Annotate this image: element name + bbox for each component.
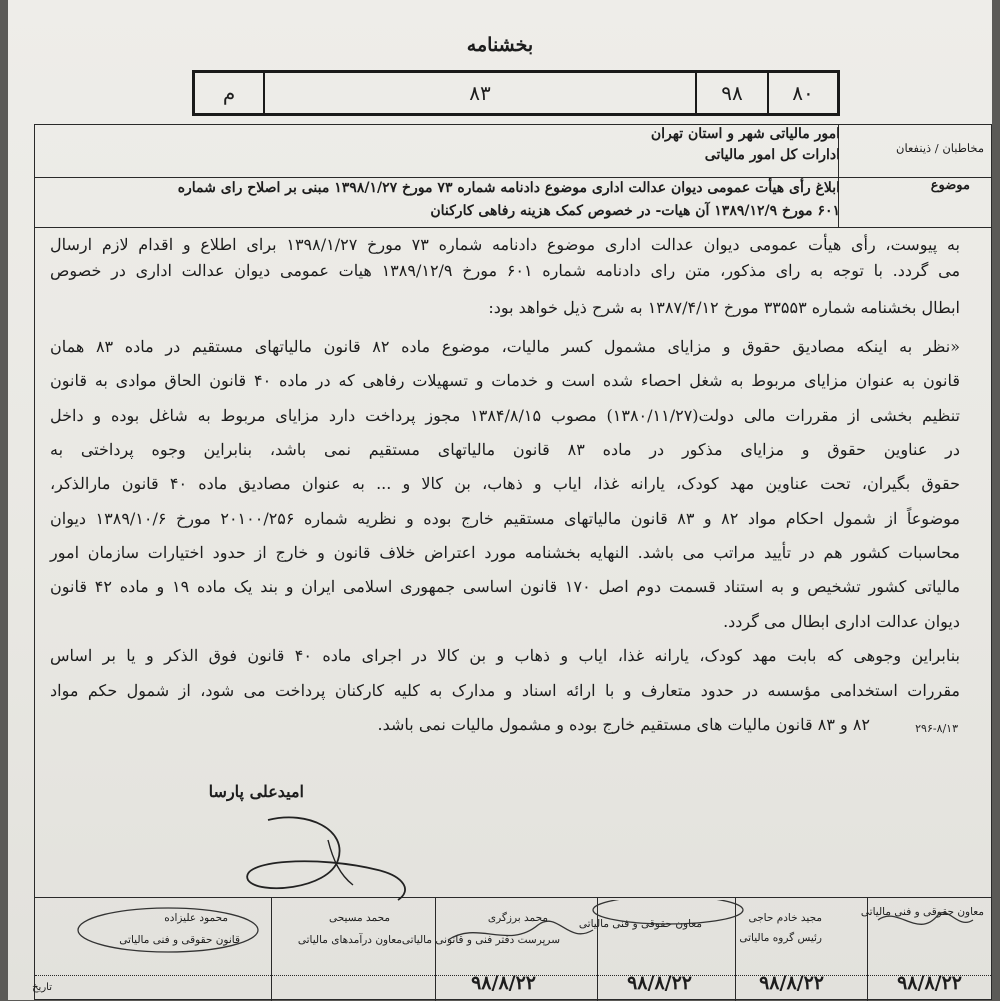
body-line-10: محاسبات کشور هم در تأیید مراتب می باشد. النهایه بخشنامه مورد اعتراض خلاف قانون و خارج از حدود اختیارات سازمان امور	[50, 543, 960, 562]
recipients-label: مخاطبان / ذینفعان	[896, 141, 984, 155]
document-table	[34, 124, 992, 1000]
row-divider	[35, 897, 991, 898]
date-4: ۹۸/۸/۲۲	[471, 972, 536, 994]
handwritten-signature	[228, 800, 428, 910]
row-divider	[35, 227, 991, 228]
recipients-line-1: امور مالیاتی شهر و استان تهران	[650, 126, 840, 142]
circular-number-part-1: ۸۰	[767, 73, 837, 113]
body-line-3: ابطال بخشنامه شماره ۳۳۵۵۳ مورخ ۱۳۸۷/۴/۱۲ به شرح ذیل خواهد بود:	[488, 298, 960, 317]
subject-line-1: ابلاغ رأی هیأت عمومی دیوان عدالت اداری موضوع دادنامه شماره ۷۳ مورخ ۱۳۹۸/۱/۲۷ مبنی بر اصلاح رای شماره	[177, 180, 840, 196]
signatory-2-name: محمد مسیحی	[328, 912, 390, 924]
body-line-6: تنظیم بخشی از مقررات مالی دولت(۱۳۸۰/۱۱/۲۷) مصوب ۱۳۸۴/۸/۱۵ مجوز پرداخت دارد مزایای مربوط به شاغل بوده و داخل	[50, 406, 961, 425]
body-line-13: بنابراین وجوهی که بابت مهد کودک، یارانه غذا، ایاب و ذهاب و بن کالا در اجرای ماده ۴۰ قانون فوق الذکر و یا بر اساس	[50, 646, 960, 665]
body-line-14: مقررات استخدامی مؤسسه در حدود متعارف و با ارائه اسناد و مدارک به کلیه کارکنان پرداخت می شود، از شمول حکم مواد	[50, 681, 960, 700]
body-line-1: به پیوست، رأی هیأت عمومی دیوان عدالت اداری موضوع دادنامه شماره ۷۳ مورخ ۱۳۹۸/۱/۲۷ برای اطلاع و اقدام لازم ارسال	[50, 235, 961, 254]
signatory-6-role: معاون حقوقی و فنی مالیاتی	[860, 906, 984, 918]
subject-label: موضوع	[930, 178, 970, 193]
body-line-12: دیوان عدالت اداری ابطال می گردد.	[723, 612, 960, 631]
circular-number-box	[192, 70, 840, 116]
body-line-7: در عناوین حقوق و مزایای مذکور در ماده ۸۳ قانون مالیاتهای مستقیم نمی باشد، بنابراین وجوه پرداختی به	[50, 440, 961, 459]
signatory-5-name: مجید خادم حاجی	[748, 912, 822, 924]
initials-scribbles	[48, 900, 988, 970]
margin-note: ۲۹۶-۸/۱۳	[915, 722, 958, 735]
body-line-5: قانون به عنوان مزایای مربوط به شغل احصاء شده است و خدمات و تسهیلات رفاهی که در ماده ۴۰ قانون الحاق موادی به قانون	[50, 371, 960, 390]
circular-number-part-3: ۸۳	[263, 73, 695, 113]
row-divider	[35, 177, 991, 178]
signatory-5-role: رئیس گروه مالیاتی	[739, 932, 822, 944]
circular-number-part-2: ۹۸	[695, 73, 767, 113]
date-1: ۹۸/۸/۲۲	[897, 972, 962, 994]
recipients-line-2: ادارات کل امور مالیاتی	[704, 147, 840, 163]
date-2: ۹۸/۸/۲۲	[759, 972, 824, 994]
body-line-9: موضوعاً از شمول احکام مواد ۸۲ و ۸۳ قانون مالیاتهای مستقیم خارج بوده و نظریه شماره ۲۰۱۰۰/۲۵۶ مورخ ۱۳۸۹/۱۰/۶ دیوان	[50, 509, 960, 528]
signatory-4-role: معاون حقوقی و فنی مالیاتی	[578, 918, 702, 930]
document-paper	[8, 0, 992, 1000]
signatory-1-role: قانون حقوقی و فنی مالیاتی	[119, 934, 240, 946]
signatory-3-name: محمد برزگری	[487, 912, 548, 924]
body-line-4: «نظر به اینکه مصادیق حقوق و مزایای مشمول کسر مالیات، موضوع ماده ۸۲ قانون مالیاتهای مستقیم در ماده ۸۳ همان	[50, 337, 960, 356]
date-label: تاریخ	[32, 982, 52, 993]
date-3: ۹۸/۸/۲۲	[627, 972, 692, 994]
signatory-3-role: سرپرست دفتر فنی و قانونی مالیاتی	[401, 934, 560, 946]
body-line-11: مالیاتی کشور تشخیص و به استناد قسمت دوم اصل ۱۷۰ قانون اساسی جمهوری اسلامی ایران و بند یک ماده ۱۹ و ماده ۴۲ قانون	[50, 577, 961, 596]
circular-number-part-4: م	[222, 81, 236, 105]
body-line-2: می گردد. با توجه به رای مذکور، متن رای دادنامه شماره ۶۰۱ مورخ ۱۳۸۹/۱۲/۹ هیات عمومی دیوان عدالت اداری در خصوص	[50, 261, 961, 280]
document-title: بخشنامه	[466, 34, 534, 56]
signatory-1-name: محمود علیزاده	[164, 912, 228, 924]
body-line-15: ۸۲ و ۸۳ قانون مالیات های مستقیم خارج بوده و مشمول مالیات نمی باشد.	[377, 715, 870, 734]
signer-name: امیدعلی پارسا	[208, 782, 304, 801]
subject-line-2: ۶۰۱ مورخ ۱۳۸۹/۱۲/۹ آن هیات- در خصوص کمک هزینه رفاهی کارکنان	[430, 203, 840, 219]
body-line-8: حقوق بگیران، تحت عناوین مهد کودک، یارانه غذا، ایاب و ذهاب، بن کالا و ... به عنوان مصادیق ماده ۴۰ قانون مارالذکر،	[50, 474, 960, 493]
signatory-2-role: معاون درآمدهای مالیاتی	[297, 934, 402, 946]
